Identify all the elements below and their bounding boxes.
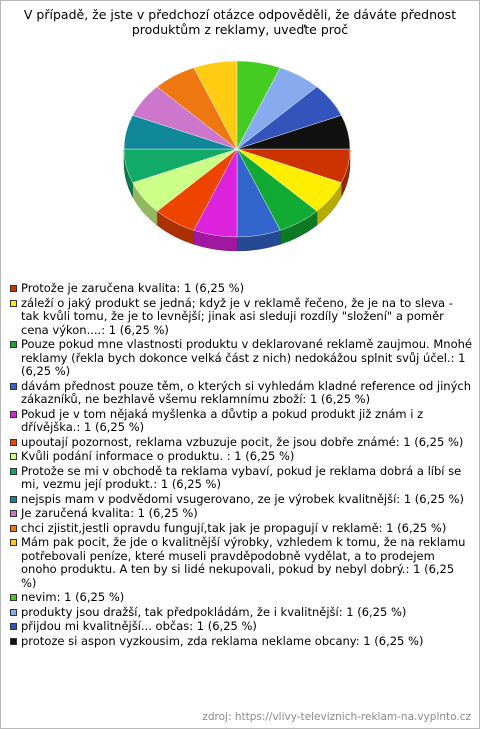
legend-swatch <box>10 341 17 348</box>
legend-item <box>10 620 472 634</box>
source-note: zdroj: https://vlivy-televiznich-reklam-na.vyplnto.cz <box>202 711 471 723</box>
legend-item <box>10 635 472 649</box>
legend-swatch <box>10 609 17 616</box>
legend-item <box>10 297 472 338</box>
legend-swatch <box>10 510 17 517</box>
legend <box>10 282 472 649</box>
legend-label: nevim: 1 (6,25 %) <box>21 590 125 604</box>
legend-label: Protože je zaručena kvalita: 1 (6,25 %) <box>21 281 245 295</box>
legend-swatch <box>10 300 17 307</box>
legend-label: Kvůli podání informace o produktu. : 1 (6,25 %) <box>21 449 295 463</box>
legend-label: upoutají pozornost, reklama vzbuzuje pocit, že jsou dobře známé: 1 (6,25 %) <box>21 434 464 449</box>
chart-title: V případě, že jste v předchozí otázce odpověděli, že dáváte přednost produktům z reklamy, uveďte proč <box>23 7 457 37</box>
legend-item <box>10 606 472 620</box>
legend-swatch <box>10 468 17 475</box>
legend-item <box>10 282 472 296</box>
legend-label: Mám pak pocit, že jde o kvalitnější výrobky, vzhledem k tomu, že na reklamu potřebovali peníze, které museli pravděpodobně vydělat, a to prodejem onoho produktu. A ten by si lidé nekupovali, pokud by nebyl dobrý.: 1 (6,25 %) <box>21 535 466 590</box>
legend-swatch <box>10 285 17 292</box>
legend-swatch <box>10 496 17 503</box>
legend-label: záleží o jaký produkt se jedná; když je v reklamě řečeno, že je na to sleva - tak kvůli tomu, že je to levnější; jinak asi sleduji rozdíly "složení" a poměr cena výkon....: 1 (6,25 %) <box>21 295 453 337</box>
legend-label: Pouze pokud mne vlastnosti produktu v deklarované reklamě zaujmou. Mnohé reklamy (řekla bych dokonce velká část z nich) nedokážou splnit svůj účel.: 1 (6,25 %) <box>21 337 472 378</box>
legend-item <box>10 338 472 379</box>
legend-swatch <box>10 525 17 532</box>
legend-swatch <box>10 594 17 601</box>
legend-item <box>10 591 472 605</box>
legend-swatch <box>10 539 17 546</box>
legend-item <box>10 536 472 590</box>
legend-label: dávám přednost pouze těm, o kterých si vyhledám kladné reference od jiných zákazníků, ne bezhlavě všemu reklamnímu zboží: 1 (6,25 %) <box>21 378 472 406</box>
legend-swatch <box>10 638 17 645</box>
legend-label: Je zaručená kvalita: 1 (6,25 %) <box>21 506 198 520</box>
pie-chart <box>1 1 479 271</box>
legend-label: Pokud je v tom nějaká myšlenka a důvtip a pokud produkt již znám i z dřívějška.: 1 (6,25 %) <box>21 406 424 434</box>
legend-label: chci zjistit,jestli opravdu fungují,tak jak je propagují v reklamě: 1 (6,25 %) <box>21 520 447 535</box>
legend-label: produkty jsou dražší, tak předpokládám, že i kvalitnější: 1 (6,25 %) <box>21 604 407 619</box>
legend-label: Protože se mi v obchodě ta reklama vybaví, pokud je reklama dobrá a líbí se mi, vezmu její produkt.: 1 (6,25 %) <box>21 463 462 491</box>
legend-swatch <box>10 383 17 390</box>
legend-item <box>10 507 472 521</box>
legend-item <box>10 522 472 536</box>
legend-label: protoze si aspon vyzkousim, zda reklama neklame obcany: 1 (6,25 %) <box>21 633 424 648</box>
legend-item <box>10 450 472 464</box>
legend-label: nejspis mam v podvědomi vsugerovano, ze je výrobek kvalitnější: 1 (6,25 %) <box>21 491 464 506</box>
legend-swatch <box>10 411 17 418</box>
legend-swatch <box>10 439 17 446</box>
legend-item <box>10 436 472 450</box>
legend-label: přijdou mi kvalitnější... občas: 1 (6,25 %) <box>21 619 257 633</box>
legend-item <box>10 465 472 492</box>
legend-item <box>10 493 472 507</box>
legend-swatch <box>10 623 17 630</box>
legend-item <box>10 380 472 407</box>
legend-swatch <box>10 453 17 460</box>
legend-item <box>10 408 472 435</box>
